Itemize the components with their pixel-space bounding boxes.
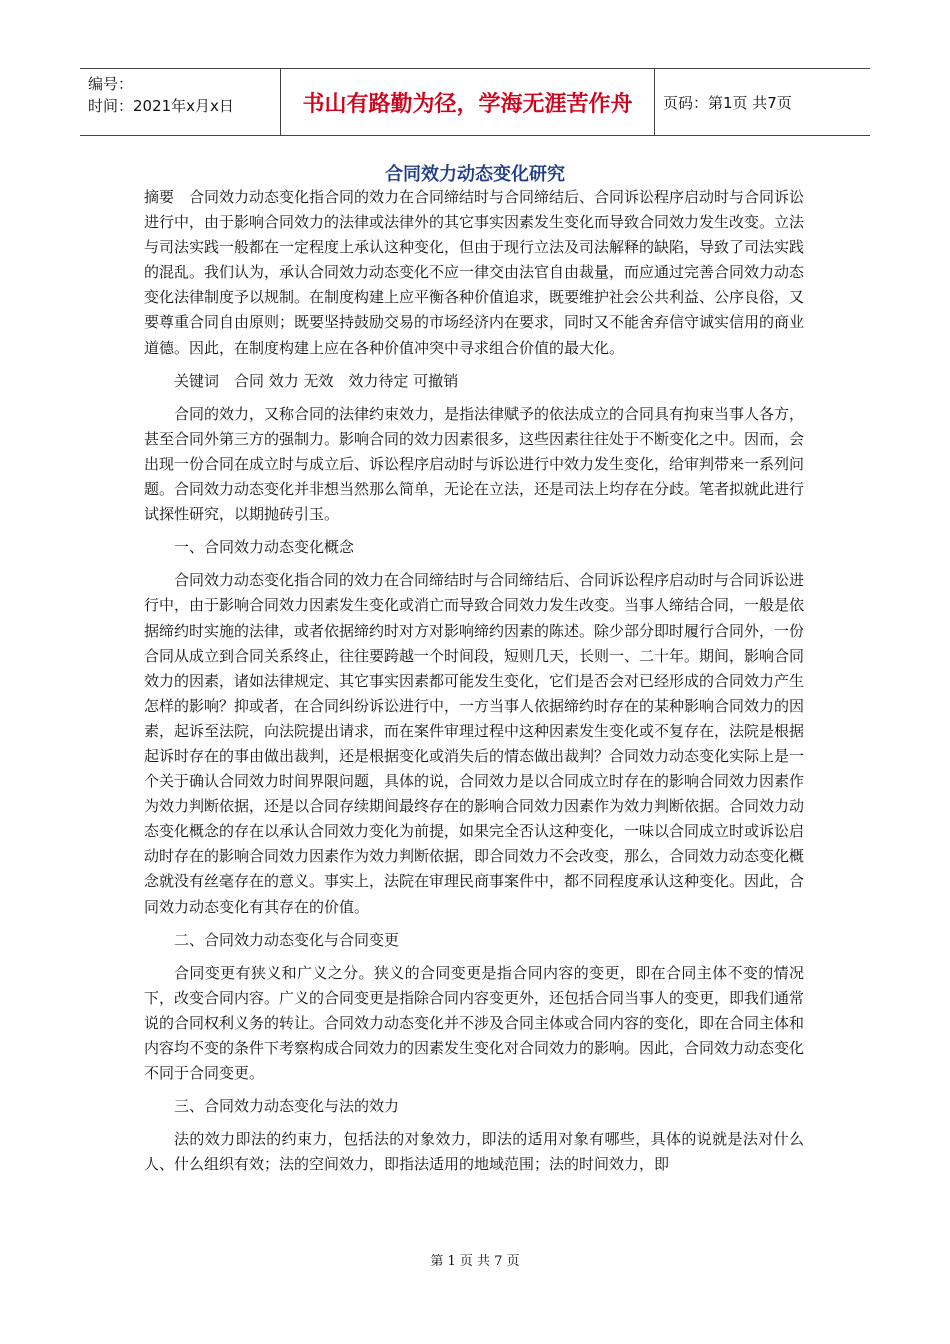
document-title: 合同效力动态变化研究 bbox=[385, 164, 565, 185]
section1-paragraph: 合同效力动态变化指合同的效力在合同缔结时与合同缔结后、合同诉讼程序启动时与合同诉讼进行中，由于影响合同效力因素发生变化或消亡而导致合同效力发生改变。当事人缔结合同，一般是依据缔约时实施的法律，或者依据缔约时对方对影响缔约因素的陈述。除少部分即时履行合同外，一份合同从成立到合同关系终止，往往要跨越一个时间段，短则几天，长则一、二十年。期间，影响合同效力的因素，诸如法律规定、其它事实因素都可能发生变化，它们是否会对已经形成的合同效力产生怎样的影响？抑或者，在合同纠纷诉讼进行中，一方当事人依据缔约时存在的某种影响合同效力的因素，起诉至法院，向法院提出请求，而在案件审理过程中这种因素发生变化或不复存在，法院是根据起诉时存在的事由做出裁判，还是根据变化或消失后的情态做出裁判？合同效力动态变化实际上是一个关于确认合同效力时间界限问题，具体的说，合同效力是以合同成立时存在的影响合同效力因素作为效力判断依据，还是以合同存续期间最终存在的影响合同效力因素作为效力判断依据。合同效力动态变化概念的存在以承认合同效力变化为前提，如果完全否认这种变化，一味以合同成立时或诉讼启动时存在的影响合同效力因素作为效力判断依据，即合同效力不会改变，那么，合同效力动态变化概念就没有丝毫存在的意义。事实上，法院在审理民商事案件中，都不同程度承认这种变化。因此，合同效力动态变化有其存在的价值。 bbox=[144, 571, 805, 916]
header-table bbox=[80, 68, 870, 136]
section2-heading: 二、合同效力动态变化与合同变更 bbox=[174, 930, 400, 949]
section3-heading: 三、合同效力动态变化与法的效力 bbox=[174, 1097, 400, 1116]
section3-paragraph: 法的效力即法的约束力，包括法的对象效力，即法的适用对象有哪些，具体的说就是法对什么人、什么组织有效；法的空间效力，即指法适用的地域范围；法的时间效力，即 bbox=[144, 1130, 804, 1174]
abstract-paragraph: 摘要 合同效力动态变化指合同的效力在合同缔结时与合同缔结后、合同诉讼程序启动时与合同诉讼进行中，由于影响合同效力的法律或法律外的其它事实因素发生变化而导致合同效力发生改变。立法与司法实践一般都在一定程度上承认这种变化，但由于现行立法及司法解释的缺陷，导致了司法实践的混乱。我们认为，承认合同效力动态变化不应一律交由法官自由裁量，而应通过完善合同效力动态变化法律制度予以规制。在制度构建上应平衡各种价值追求，既要维护社会公共利益、公序良俗，又要尊重合同自由原则；既要坚持鼓励交易的市场经济内在要求，同时又不能舍弃信守诚实信用的商业道德。因此，在制度构建上应在各种价值冲突中寻求组合价值的最大化。 bbox=[144, 188, 805, 357]
page-info-text: 页码：第1页 共7页 bbox=[663, 93, 792, 112]
page-footer: 第 1 页 共 7 页 bbox=[430, 1254, 520, 1269]
motto-cell bbox=[280, 69, 655, 135]
header-left-cell bbox=[80, 69, 280, 135]
keywords-line: 关键词 合同 效力 无效 效力待定 可撤销 bbox=[174, 371, 459, 390]
page-info-cell bbox=[655, 69, 870, 135]
document-body bbox=[144, 185, 804, 1177]
section1-heading: 一、合同效力动态变化概念 bbox=[174, 538, 355, 557]
time-label: 时间：2021年x月x日 bbox=[88, 97, 234, 115]
number-label: 编号： bbox=[88, 75, 134, 93]
intro-paragraph: 合同的效力，又称合同的法律约束效力，是指法律赋予的依法成立的合同具有拘束当事人各方，甚至合同外第三方的强制力。影响合同的效力因素很多，这些因素往往处于不断变化之中。因而，会出现一份合同在成立时与成立后、诉讼程序启动时与诉讼进行中效力发生变化，给审判带来一系列问题。合同效力动态变化并非想当然那么简单，无论在立法，还是司法上均存在分歧。笔者拟就此进行试探性研究，以期抛砖引玉。 bbox=[144, 404, 805, 524]
section2-paragraph: 合同变更有狭义和广义之分。狭义的合同变更是指合同内容的变更，即在合同主体不变的情况下，改变合同内容。广义的合同变更是指除合同内容变更外，还包括合同当事人的变更，即我们通常说的合同权利义务的转让。合同效力动态变化并不涉及合同主体或合同内容的变化，即在合同主体和内容均不变的条件下考察构成合同效力的因素发生变化对合同效力的影响。因此，合同效力动态变化不同于合同变更。 bbox=[144, 963, 805, 1083]
motto-text: 书山有路勤为径，学海无涯苦作舟 bbox=[302, 91, 633, 117]
